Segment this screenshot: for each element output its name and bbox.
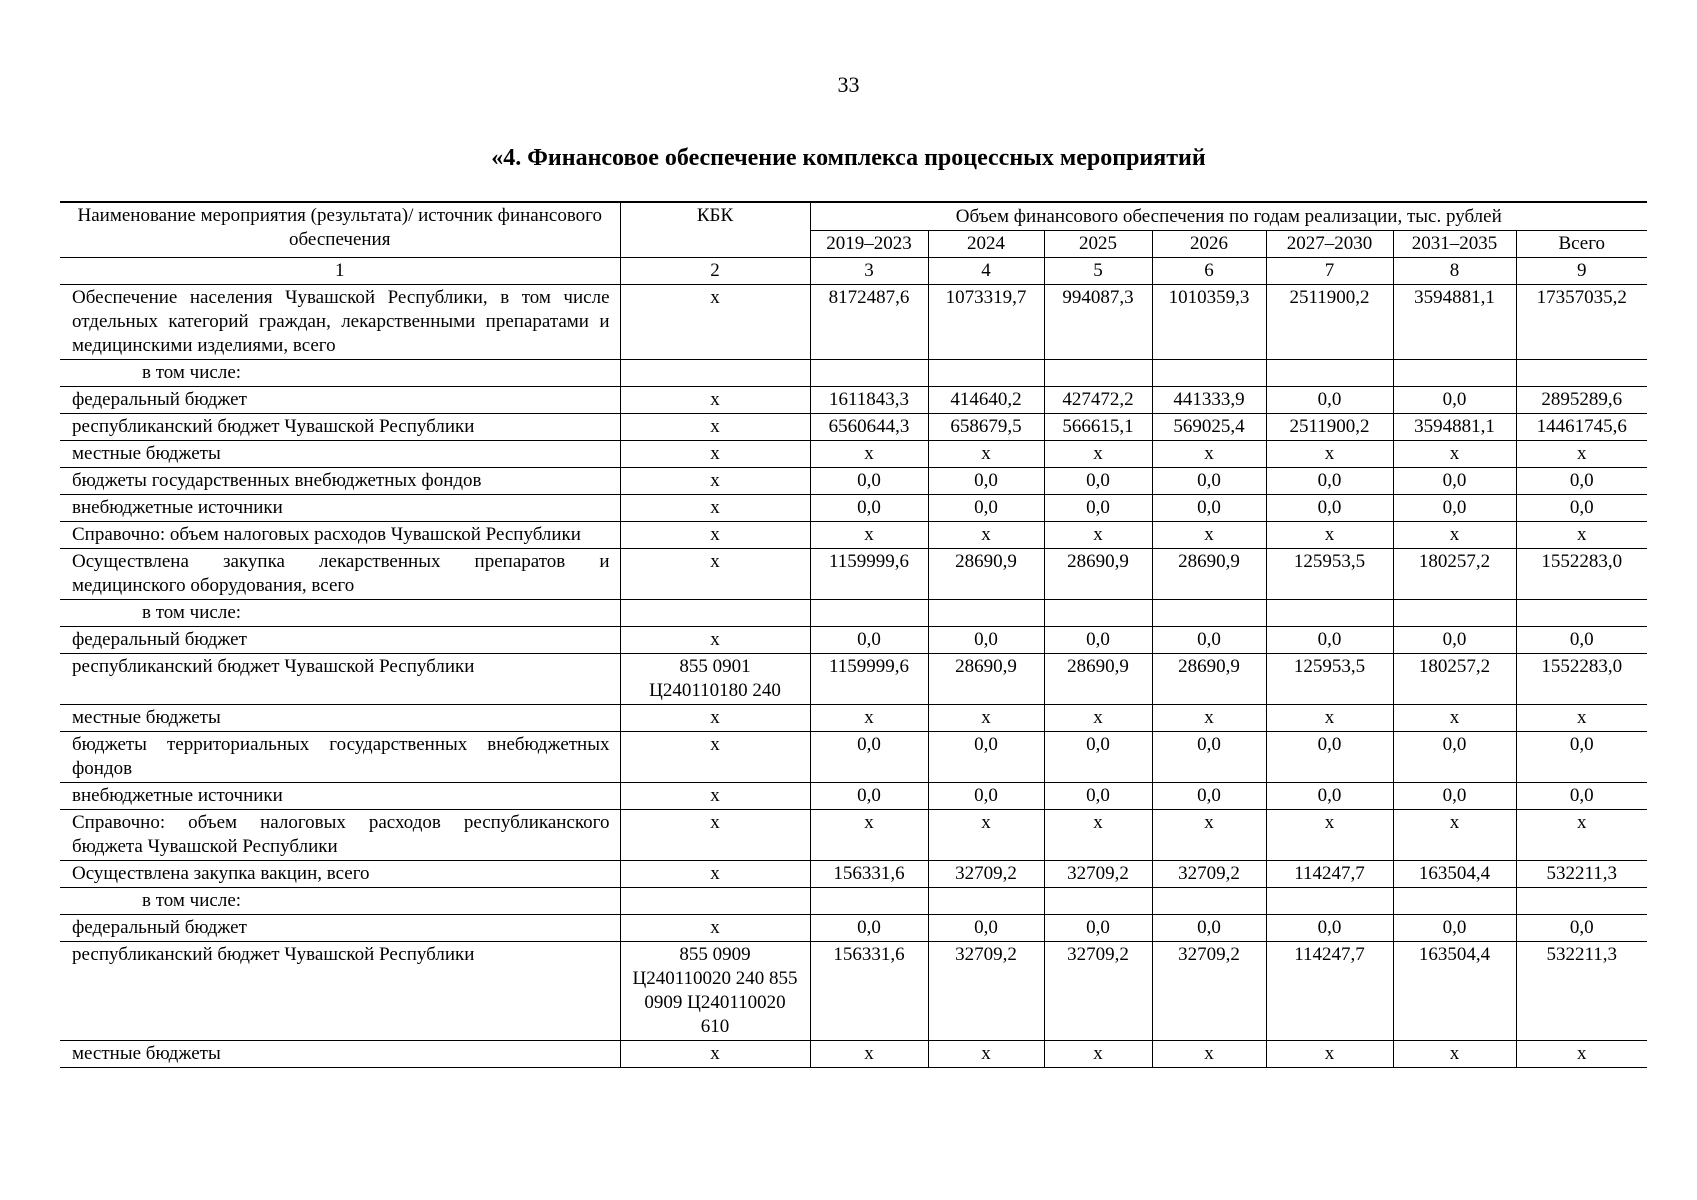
row-value: 0,0 <box>1266 627 1393 654</box>
row-value: 156331,6 <box>810 942 928 1041</box>
row-value-total: 1552283,0 <box>1516 654 1647 705</box>
row-value: 1611843,3 <box>810 387 928 414</box>
row-value: 0,0 <box>1393 915 1516 942</box>
row-value: x <box>810 810 928 861</box>
row-value: 125953,5 <box>1266 549 1393 600</box>
table-row <box>60 915 1647 942</box>
row-value: 163504,4 <box>1393 861 1516 888</box>
row-value: 0,0 <box>1044 783 1152 810</box>
row-value: 0,0 <box>1044 915 1152 942</box>
row-kbk: x <box>620 732 810 783</box>
row-value: 414640,2 <box>928 387 1044 414</box>
column-number: 3 <box>810 258 928 285</box>
row-value-total: 17357035,2 <box>1516 285 1647 360</box>
row-kbk: x <box>620 285 810 360</box>
row-value-total: x <box>1516 810 1647 861</box>
row-value: x <box>1044 522 1152 549</box>
row-kbk: x <box>620 495 810 522</box>
header-kbk-col: КБК <box>620 202 810 258</box>
row-value: 28690,9 <box>1152 654 1266 705</box>
row-value <box>1152 360 1266 387</box>
row-name: местные бюджеты <box>60 441 620 468</box>
row-value-total: 0,0 <box>1516 732 1647 783</box>
row-value <box>1044 888 1152 915</box>
row-value: 3594881,1 <box>1393 285 1516 360</box>
row-value <box>1044 360 1152 387</box>
row-value: x <box>1152 1041 1266 1068</box>
row-value: 28690,9 <box>1152 549 1266 600</box>
table-row <box>60 285 1647 360</box>
row-value: x <box>1393 522 1516 549</box>
row-value: x <box>1266 441 1393 468</box>
row-value-total: 0,0 <box>1516 468 1647 495</box>
row-value: 0,0 <box>1044 732 1152 783</box>
row-value: 32709,2 <box>1044 861 1152 888</box>
header-year: 2027–2030 <box>1266 231 1393 258</box>
column-number: 2 <box>620 258 810 285</box>
row-value-total: 1552283,0 <box>1516 549 1647 600</box>
row-kbk: x <box>620 549 810 600</box>
row-value: 0,0 <box>928 783 1044 810</box>
table-row <box>60 1041 1647 1068</box>
row-value: 0,0 <box>810 627 928 654</box>
header-volume-group: Объем финансового обеспечения по годам реализации, тыс. рублей <box>810 202 1647 231</box>
row-value: 8172487,6 <box>810 285 928 360</box>
row-value <box>810 888 928 915</box>
table-row <box>60 861 1647 888</box>
row-kbk: x <box>620 783 810 810</box>
row-name: федеральный бюджет <box>60 387 620 414</box>
row-value: 3594881,1 <box>1393 414 1516 441</box>
table-row <box>60 888 1647 915</box>
row-kbk: x <box>620 387 810 414</box>
row-value: x <box>1393 705 1516 732</box>
row-value: 0,0 <box>1393 783 1516 810</box>
row-value <box>1266 888 1393 915</box>
row-value-total: 2895289,6 <box>1516 387 1647 414</box>
row-value: x <box>928 441 1044 468</box>
page-number: 33 <box>837 72 860 97</box>
row-kbk: x <box>620 915 810 942</box>
row-value <box>810 600 928 627</box>
table-row <box>60 942 1647 1041</box>
row-value: 0,0 <box>1152 732 1266 783</box>
row-kbk: x <box>620 861 810 888</box>
row-value: x <box>1393 441 1516 468</box>
row-value: x <box>1152 810 1266 861</box>
table-row <box>60 705 1647 732</box>
column-number: 9 <box>1516 258 1647 285</box>
row-value: 28690,9 <box>928 654 1044 705</box>
row-kbk: x <box>620 1041 810 1068</box>
row-name: республиканский бюджет Чувашской Республики <box>60 942 620 1041</box>
row-value: 1159999,6 <box>810 654 928 705</box>
column-number: 5 <box>1044 258 1152 285</box>
row-value: 0,0 <box>810 915 928 942</box>
header-year-total: Всего <box>1516 231 1647 258</box>
table-row <box>60 495 1647 522</box>
row-value: 658679,5 <box>928 414 1044 441</box>
row-value: 32709,2 <box>928 942 1044 1041</box>
row-value: x <box>1266 810 1393 861</box>
row-kbk: x <box>620 441 810 468</box>
row-value: x <box>1266 1041 1393 1068</box>
row-value <box>1393 888 1516 915</box>
row-value: 0,0 <box>928 495 1044 522</box>
row-value: 0,0 <box>810 732 928 783</box>
row-subheading: в том числе: <box>60 600 620 627</box>
row-kbk: x <box>620 468 810 495</box>
table-row <box>60 468 1647 495</box>
row-value: x <box>928 810 1044 861</box>
row-value: 427472,2 <box>1044 387 1152 414</box>
row-kbk <box>620 600 810 627</box>
header-year: 2031–2035 <box>1393 231 1516 258</box>
row-value-total: 0,0 <box>1516 915 1647 942</box>
row-name: республиканский бюджет Чувашской Республики <box>60 414 620 441</box>
column-number: 6 <box>1152 258 1266 285</box>
row-value: 0,0 <box>810 468 928 495</box>
row-name: Осуществлена закупка лекарственных препаратов и медицинского оборудования, всего <box>60 549 620 600</box>
row-value: 994087,3 <box>1044 285 1152 360</box>
row-value: x <box>810 705 928 732</box>
row-kbk: x <box>620 705 810 732</box>
row-value-total: x <box>1516 441 1647 468</box>
row-value: 566615,1 <box>1044 414 1152 441</box>
table-row <box>60 810 1647 861</box>
row-value: 32709,2 <box>1152 861 1266 888</box>
column-number: 8 <box>1393 258 1516 285</box>
table-row <box>60 783 1647 810</box>
row-value-total: 532211,3 <box>1516 861 1647 888</box>
row-value: x <box>1393 810 1516 861</box>
column-number: 1 <box>60 258 620 285</box>
row-subheading: в том числе: <box>60 360 620 387</box>
header-year: 2026 <box>1152 231 1266 258</box>
row-value: 0,0 <box>1152 495 1266 522</box>
header-year: 2025 <box>1044 231 1152 258</box>
row-kbk: x <box>620 627 810 654</box>
row-value: 114247,7 <box>1266 861 1393 888</box>
row-value: 0,0 <box>1152 915 1266 942</box>
row-value: 0,0 <box>810 495 928 522</box>
row-name: бюджеты государственных внебюджетных фондов <box>60 468 620 495</box>
row-value: 0,0 <box>1393 468 1516 495</box>
row-value-total: 0,0 <box>1516 783 1647 810</box>
row-value: 32709,2 <box>1152 942 1266 1041</box>
row-name: Справочно: объем налоговых расходов республиканского бюджета Чувашской Республики <box>60 810 620 861</box>
row-value: 1073319,7 <box>928 285 1044 360</box>
row-value: x <box>1266 705 1393 732</box>
row-value: x <box>1044 705 1152 732</box>
row-name: местные бюджеты <box>60 1041 620 1068</box>
row-name: Справочно: объем налоговых расходов Чувашской Республики <box>60 522 620 549</box>
row-value: x <box>1152 705 1266 732</box>
row-value: 0,0 <box>1152 468 1266 495</box>
row-value: x <box>928 522 1044 549</box>
row-value: 0,0 <box>1266 468 1393 495</box>
row-value: 125953,5 <box>1266 654 1393 705</box>
row-value <box>1393 600 1516 627</box>
header-row <box>60 202 1647 231</box>
row-value <box>1266 360 1393 387</box>
table-row <box>60 360 1647 387</box>
row-value: 180257,2 <box>1393 549 1516 600</box>
row-value-total: 0,0 <box>1516 495 1647 522</box>
row-value: 28690,9 <box>1044 549 1152 600</box>
row-value: 0,0 <box>928 627 1044 654</box>
row-value: x <box>1044 810 1152 861</box>
row-value-total: x <box>1516 522 1647 549</box>
row-value <box>1266 600 1393 627</box>
row-value: x <box>810 441 928 468</box>
row-value: 0,0 <box>1152 783 1266 810</box>
column-number: 7 <box>1266 258 1393 285</box>
row-value: x <box>1152 522 1266 549</box>
row-value: 180257,2 <box>1393 654 1516 705</box>
row-value: x <box>810 1041 928 1068</box>
row-name: республиканский бюджет Чувашской Республики <box>60 654 620 705</box>
table-row <box>60 387 1647 414</box>
row-value: 0,0 <box>1044 468 1152 495</box>
row-value: 0,0 <box>810 783 928 810</box>
row-value-total: 0,0 <box>1516 627 1647 654</box>
row-value: x <box>928 705 1044 732</box>
financing-table <box>60 201 1647 1068</box>
row-kbk: x <box>620 414 810 441</box>
row-name: внебюджетные источники <box>60 495 620 522</box>
row-value: x <box>1152 441 1266 468</box>
row-value: 28690,9 <box>928 549 1044 600</box>
row-kbk: 855 0901 Ц240110180 240 <box>620 654 810 705</box>
row-value <box>1152 888 1266 915</box>
header-year: 2019–2023 <box>810 231 928 258</box>
row-value: x <box>1393 1041 1516 1068</box>
row-name: внебюджетные источники <box>60 783 620 810</box>
row-value-total <box>1516 360 1647 387</box>
row-value-total: 14461745,6 <box>1516 414 1647 441</box>
table-row <box>60 441 1647 468</box>
table-row <box>60 414 1647 441</box>
row-kbk: x <box>620 522 810 549</box>
row-value: 0,0 <box>928 468 1044 495</box>
row-name: местные бюджеты <box>60 705 620 732</box>
row-value: 32709,2 <box>1044 942 1152 1041</box>
row-name: федеральный бюджет <box>60 627 620 654</box>
row-value: 2511900,2 <box>1266 285 1393 360</box>
row-value: x <box>1044 441 1152 468</box>
header-name-col: Наименование мероприятия (результата)/ источник финансового обеспечения <box>60 202 620 258</box>
row-value: 0,0 <box>1152 627 1266 654</box>
row-value: 0,0 <box>928 915 1044 942</box>
row-value: 114247,7 <box>1266 942 1393 1041</box>
row-value <box>1152 600 1266 627</box>
row-value: 1010359,3 <box>1152 285 1266 360</box>
document-title: «4. Финансовое обеспечение комплекса процессных мероприятий <box>491 145 1206 171</box>
row-value: 0,0 <box>1266 732 1393 783</box>
row-value <box>928 360 1044 387</box>
row-value: 0,0 <box>1393 495 1516 522</box>
row-value-total <box>1516 888 1647 915</box>
row-name: Обеспечение населения Чувашской Республики, в том числе отдельных категорий граждан, лекарственными препаратами и медицинскими изделиями, всего <box>60 285 620 360</box>
row-value: 6560644,3 <box>810 414 928 441</box>
row-value: 0,0 <box>1266 387 1393 414</box>
row-name: бюджеты территориальных государственных внебюджетных фондов <box>60 732 620 783</box>
row-value <box>1393 360 1516 387</box>
table-row <box>60 732 1647 783</box>
row-value: 0,0 <box>1266 915 1393 942</box>
row-value: x <box>810 522 928 549</box>
table-row <box>60 627 1647 654</box>
row-value: 0,0 <box>1266 495 1393 522</box>
row-value: x <box>1266 522 1393 549</box>
row-name: федеральный бюджет <box>60 915 620 942</box>
table-row <box>60 600 1647 627</box>
table-row <box>60 522 1647 549</box>
column-numbers-row <box>60 258 1647 285</box>
row-kbk: x <box>620 810 810 861</box>
row-value-total: 532211,3 <box>1516 942 1647 1041</box>
row-value: 0,0 <box>1393 627 1516 654</box>
column-number: 4 <box>928 258 1044 285</box>
row-value <box>928 888 1044 915</box>
row-value: 0,0 <box>1393 732 1516 783</box>
row-value <box>1044 600 1152 627</box>
row-kbk <box>620 360 810 387</box>
row-value: x <box>1044 1041 1152 1068</box>
row-value: 0,0 <box>1393 387 1516 414</box>
row-value <box>810 360 928 387</box>
row-value: 28690,9 <box>1044 654 1152 705</box>
row-value: 0,0 <box>928 732 1044 783</box>
row-value: 1159999,6 <box>810 549 928 600</box>
row-value-total <box>1516 600 1647 627</box>
row-value: 32709,2 <box>928 861 1044 888</box>
row-value: x <box>928 1041 1044 1068</box>
row-value: 2511900,2 <box>1266 414 1393 441</box>
row-subheading: в том числе: <box>60 888 620 915</box>
row-value: 441333,9 <box>1152 387 1266 414</box>
row-value: 569025,4 <box>1152 414 1266 441</box>
row-value: 0,0 <box>1044 627 1152 654</box>
row-value: 0,0 <box>1266 783 1393 810</box>
row-value: 163504,4 <box>1393 942 1516 1041</box>
row-value-total: x <box>1516 1041 1647 1068</box>
table-row <box>60 654 1647 705</box>
row-kbk <box>620 888 810 915</box>
row-value-total: x <box>1516 705 1647 732</box>
row-value: 0,0 <box>1044 495 1152 522</box>
row-name: Осуществлена закупка вакцин, всего <box>60 861 620 888</box>
row-kbk: 855 0909 Ц240110020 240 855 0909 Ц240110020 610 <box>620 942 810 1041</box>
row-value <box>928 600 1044 627</box>
header-year: 2024 <box>928 231 1044 258</box>
row-value: 156331,6 <box>810 861 928 888</box>
table-row <box>60 549 1647 600</box>
